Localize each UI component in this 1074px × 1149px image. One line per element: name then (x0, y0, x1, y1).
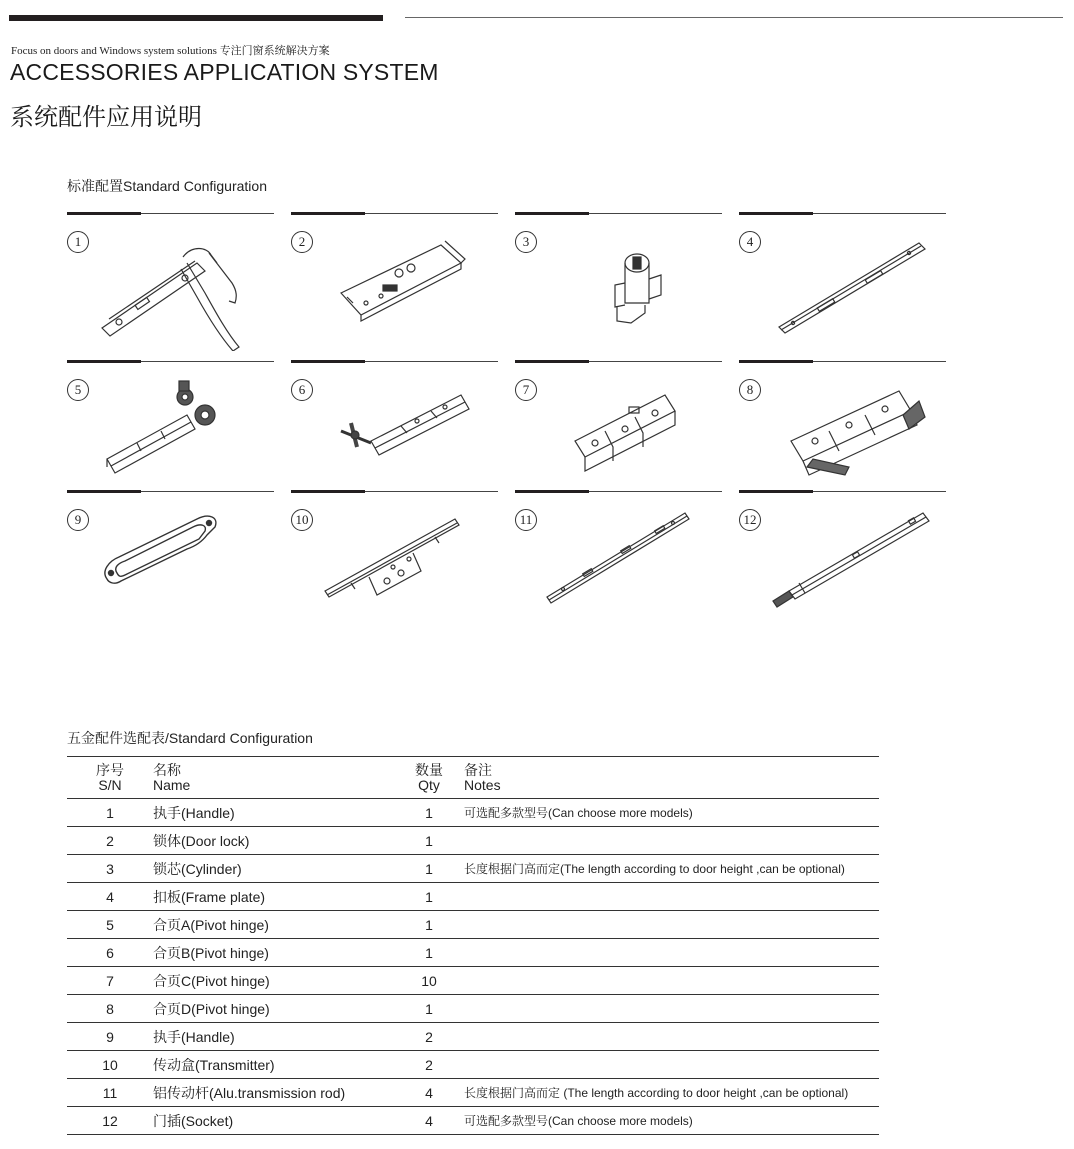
cell-sn: 9 (106, 1028, 114, 1045)
cell-sn: 3 (106, 860, 114, 877)
cell-note (464, 939, 879, 967)
cell-name: 锁体(Door lock) (153, 832, 250, 849)
cell-name: 门插(Socket) (153, 1112, 234, 1129)
part-card-7 (515, 361, 722, 499)
cell-qty: 1 (425, 804, 433, 821)
configuration-table (67, 756, 879, 1135)
transmitter-icon (321, 501, 491, 629)
cell-qty: 2 (425, 1056, 433, 1073)
col-qty-header: 数量 Qty (415, 761, 443, 793)
table-row (67, 799, 879, 827)
cell-sn: 4 (106, 888, 114, 905)
table-header-row (67, 757, 879, 799)
cell-qty: 1 (425, 832, 433, 849)
part-rule-accent (67, 490, 141, 493)
part-card-12 (739, 491, 946, 629)
table-row (67, 1079, 879, 1107)
pivot-hinge-b-icon (321, 371, 491, 499)
part-card-10 (291, 491, 498, 629)
pivot-hinge-d-icon (769, 371, 939, 499)
pivot-hinge-a-icon (97, 371, 267, 499)
part-number: 10 (291, 509, 313, 531)
cylinder-icon (545, 223, 715, 351)
cell-sn: 1 (106, 804, 114, 821)
part-card-6 (291, 361, 498, 499)
part-number: 6 (291, 379, 313, 401)
part-card-1 (67, 213, 274, 351)
recessed-handle-icon (97, 501, 267, 629)
cell-sn: 7 (106, 972, 114, 989)
part-card-4 (739, 213, 946, 351)
cell-note (464, 995, 879, 1023)
alu-transmission-rod-icon (545, 501, 715, 629)
cell-qty: 1 (425, 916, 433, 933)
page-title-en: ACCESSORIES APPLICATION SYSTEM (10, 59, 439, 85)
part-card-5 (67, 361, 274, 499)
cell-qty: 1 (425, 1000, 433, 1017)
cell-name: 合页B(Pivot hinge) (153, 944, 269, 961)
cell-qty: 1 (425, 860, 433, 877)
table-label: 五金配件选配表/Standard Configuration (67, 730, 313, 746)
tagline: Focus on doors and Windows system solutions 专注门窗系统解决方案 (11, 45, 330, 57)
cell-qty: 10 (421, 972, 437, 989)
part-rule-accent (291, 212, 365, 215)
part-rule-accent (515, 212, 589, 215)
cell-name: 合页D(Pivot hinge) (153, 1000, 270, 1017)
cell-name: 执手(Handle) (153, 804, 235, 821)
part-rule-accent (515, 490, 589, 493)
cell-note (464, 883, 879, 911)
frame-plate-icon (769, 223, 939, 351)
cell-note (464, 1023, 879, 1051)
part-card-11 (515, 491, 722, 629)
table-row (67, 855, 879, 883)
part-number: 5 (67, 379, 89, 401)
part-number: 9 (67, 509, 89, 531)
table-row (67, 827, 879, 855)
table-row (67, 911, 879, 939)
table-row (67, 1107, 879, 1135)
cell-qty: 1 (425, 888, 433, 905)
cell-name: 传动盒(Transmitter) (153, 1056, 275, 1073)
part-rule-accent (291, 360, 365, 363)
cell-name: 合页C(Pivot hinge) (153, 972, 270, 989)
cell-sn: 2 (106, 832, 114, 849)
part-number: 3 (515, 231, 537, 253)
cell-sn: 11 (102, 1084, 118, 1101)
cell-note (464, 967, 879, 995)
cell-note: 长度根据门高而定(The length according to door height ,can be optional) (464, 862, 845, 876)
cell-sn: 5 (106, 916, 114, 933)
part-number: 1 (67, 231, 89, 253)
cell-qty: 4 (425, 1112, 433, 1129)
part-rule-accent (67, 212, 141, 215)
part-card-8 (739, 361, 946, 499)
col-name-header: 名称 Name (153, 761, 191, 793)
table-row (67, 939, 879, 967)
header-thick-rule (9, 15, 383, 21)
cell-qty: 2 (425, 1028, 433, 1045)
part-rule-accent (739, 490, 813, 493)
cell-note: 可选配多款型号(Can choose more models) (464, 1114, 693, 1128)
part-rule-accent (291, 490, 365, 493)
part-number: 12 (739, 509, 761, 531)
pivot-hinge-c-icon (545, 371, 715, 499)
cell-sn: 10 (102, 1056, 118, 1073)
part-number: 7 (515, 379, 537, 401)
part-rule-accent (739, 360, 813, 363)
page-title-cn: 系统配件应用说明 (10, 103, 202, 131)
part-number: 2 (291, 231, 313, 253)
header-thin-rule (405, 17, 1063, 18)
part-card-3 (515, 213, 722, 351)
gallery-label: 标准配置Standard Configuration (67, 178, 267, 194)
cell-name: 执手(Handle) (153, 1028, 235, 1045)
table-row (67, 1051, 879, 1079)
cell-note: 可选配多款型号(Can choose more models) (464, 806, 693, 820)
part-rule-accent (67, 360, 141, 363)
cell-sn: 12 (102, 1112, 118, 1129)
cell-note: 长度根据门高而定 (The length according to door height ,can be optional) (464, 1086, 849, 1100)
cell-note (464, 1051, 879, 1079)
cell-name: 扣板(Frame plate) (153, 888, 266, 905)
cell-name: 合页A(Pivot hinge) (153, 916, 269, 933)
cell-sn: 8 (106, 1000, 114, 1017)
col-sn-header: 序号 S/N (96, 761, 124, 793)
table-row (67, 883, 879, 911)
handle-with-plate-icon (97, 223, 267, 351)
table-row (67, 967, 879, 995)
table-row (67, 995, 879, 1023)
cell-name: 铝传动杆(Alu.transmission rod) (153, 1084, 346, 1101)
part-number: 4 (739, 231, 761, 253)
cell-name: 锁芯(Cylinder) (153, 860, 242, 877)
table-row (67, 1023, 879, 1051)
col-notes-header: 备注 Notes (464, 761, 501, 793)
cell-note (464, 827, 879, 855)
door-lock-body-icon (321, 223, 491, 351)
cell-qty: 1 (425, 944, 433, 961)
part-number: 11 (515, 509, 537, 531)
cell-qty: 4 (425, 1084, 433, 1101)
socket-bolt-icon (769, 501, 939, 629)
part-rule-accent (515, 360, 589, 363)
cell-note (464, 911, 879, 939)
cell-sn: 6 (106, 944, 114, 961)
part-number: 8 (739, 379, 761, 401)
part-rule-accent (739, 212, 813, 215)
part-card-2 (291, 213, 498, 351)
part-card-9 (67, 491, 274, 629)
